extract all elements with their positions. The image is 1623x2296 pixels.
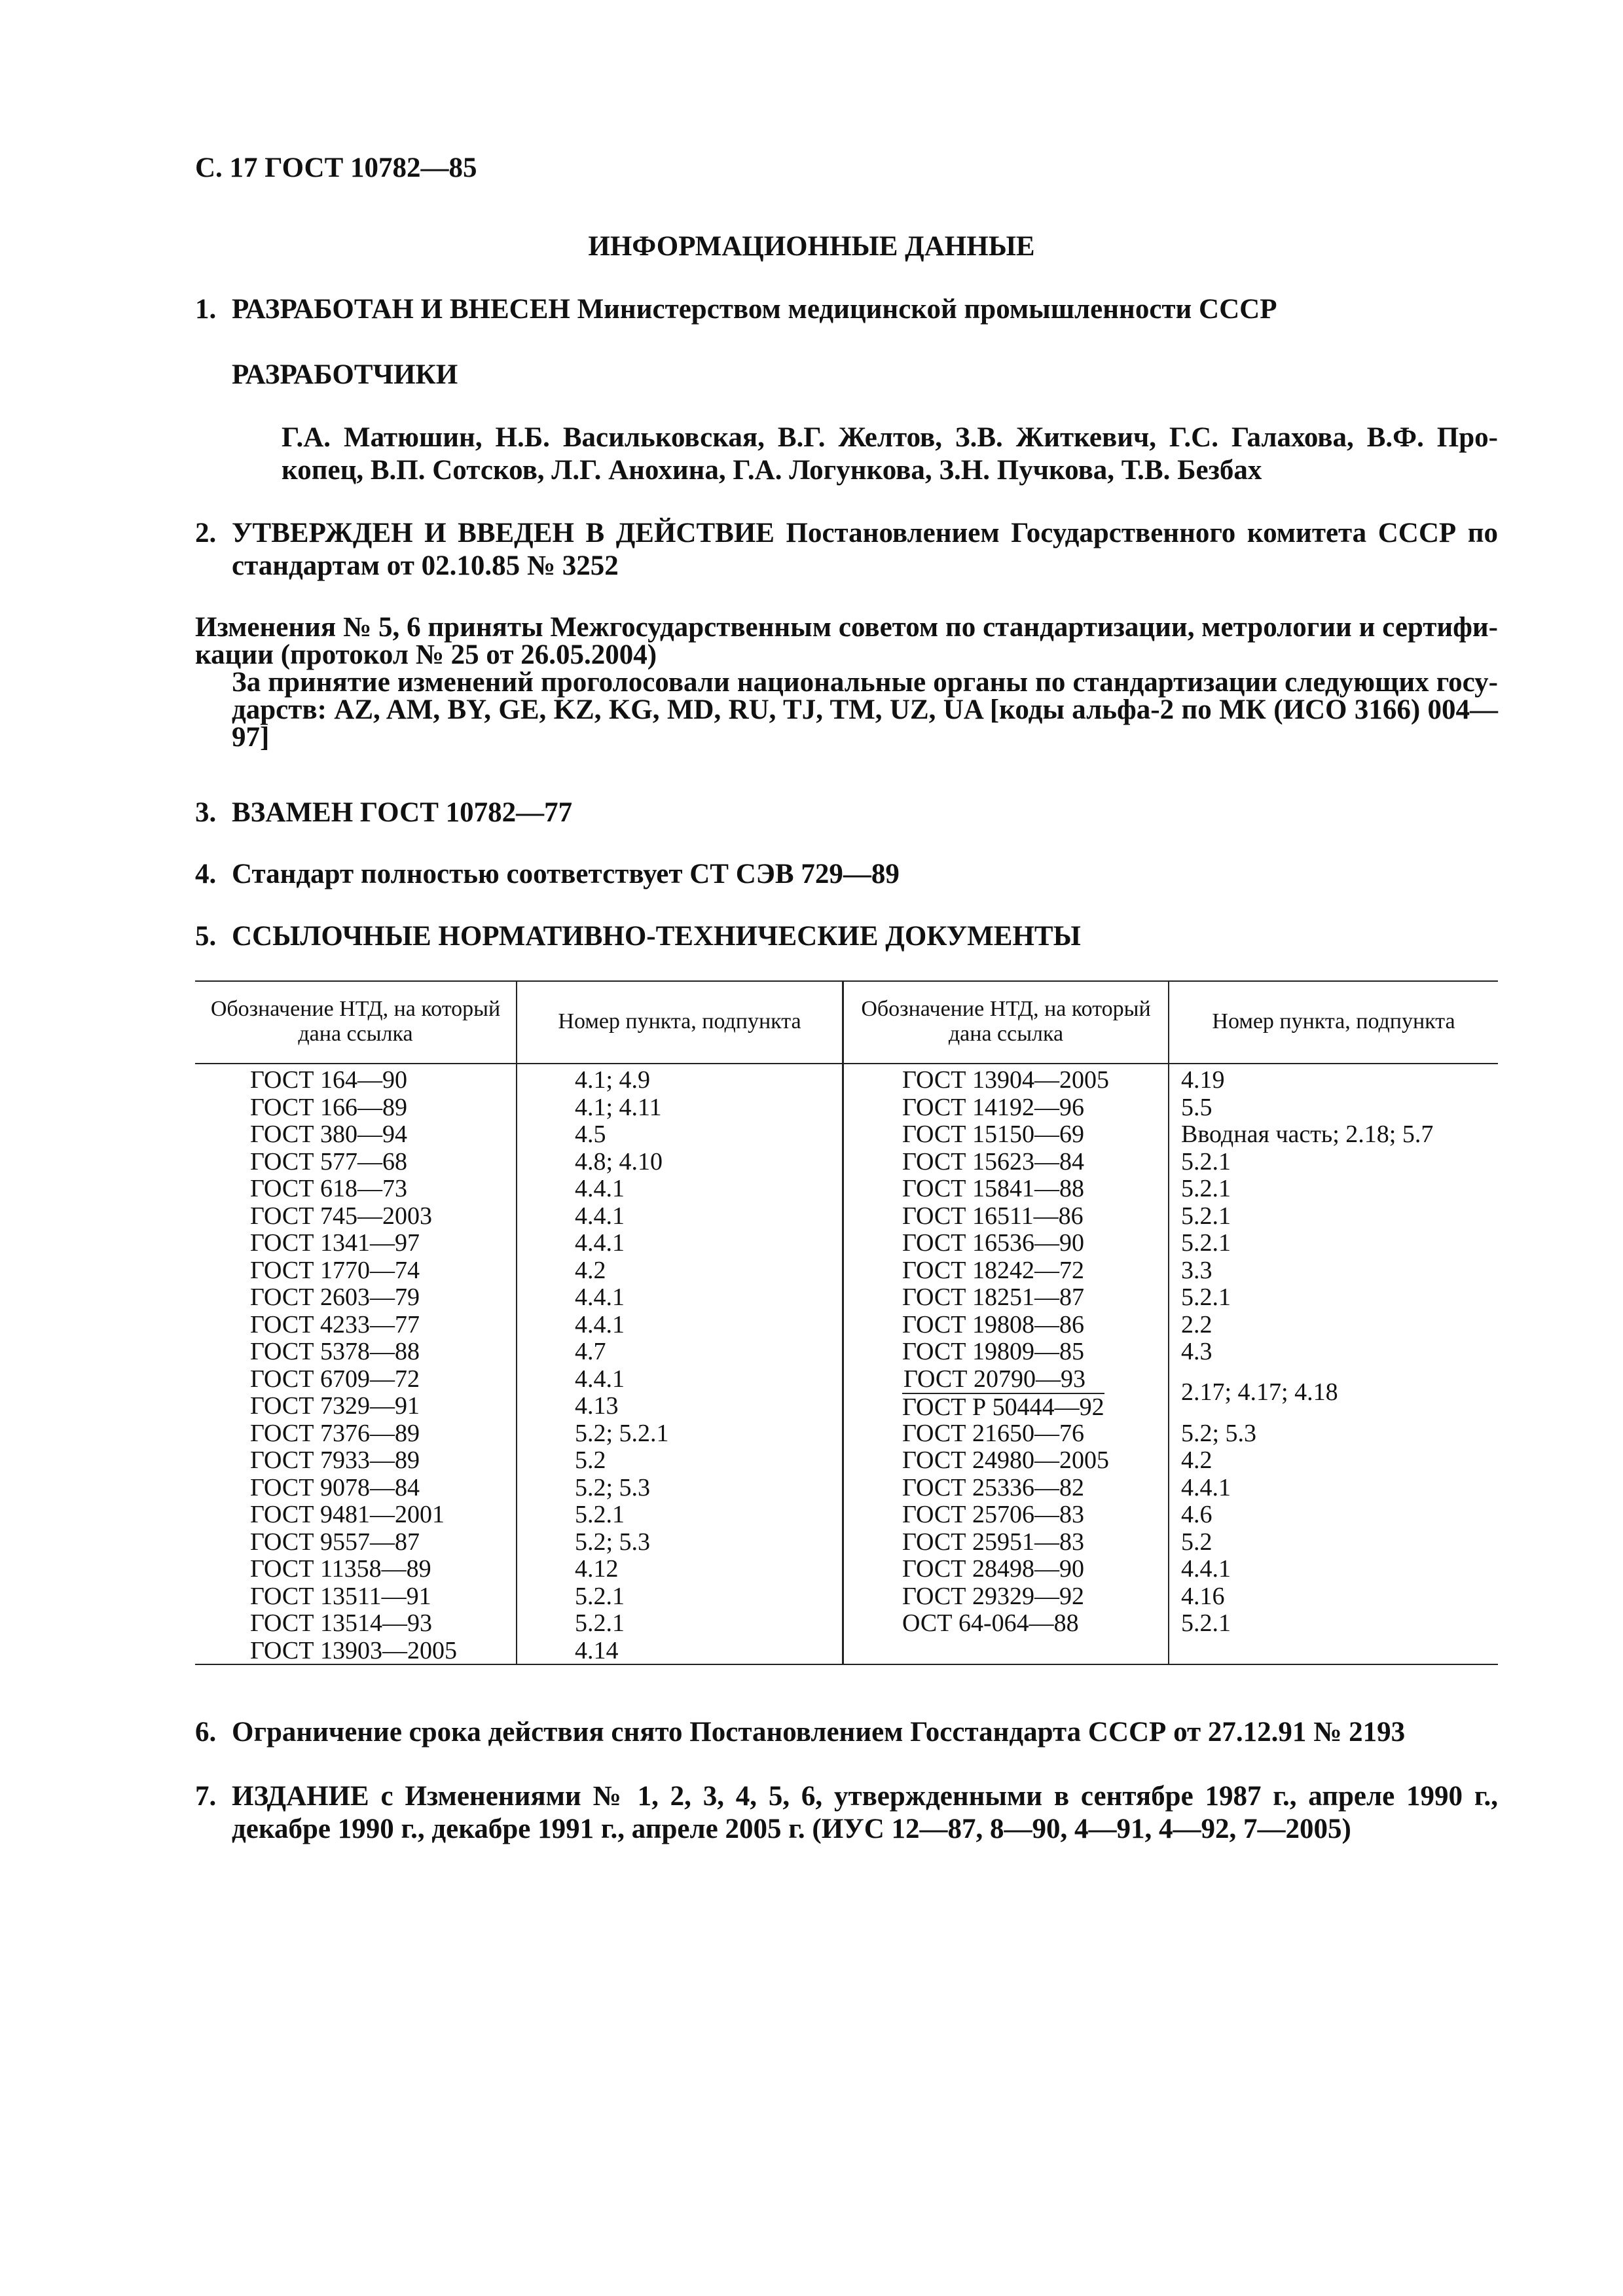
table-cell-doc: ГОСТ 25951—83 — [902, 1528, 1084, 1556]
table-cell-clause: 4.4.1 — [575, 1365, 625, 1393]
table-cell-clause: 5.5 — [1181, 1093, 1213, 1121]
changes-adopted: Изменения № 5, 6 приняты Межгосударственным советом по стандартизации, метрологии и сертифи-кации (протокол № 25 от 26.05.2004) — [195, 612, 1498, 670]
table-cell-clause: 4.19 — [1181, 1066, 1225, 1094]
page-title: ИНФОРМАЦИОННЫЕ ДАННЫЕ — [588, 231, 1035, 262]
table-cell-clause: 4.3 — [1181, 1338, 1213, 1365]
table-cell-clause: 4.4.1 — [575, 1202, 625, 1230]
doc-pair — [902, 1366, 1104, 1422]
header-doc-left: Обозначение НТД, на который дана ссылка — [210, 997, 501, 1046]
table-cell-doc: ГОСТ 15623—84 — [902, 1147, 1084, 1175]
table-cell-clause: Вводная часть; 2.18; 5.7 — [1181, 1121, 1434, 1148]
table-cell-doc: ГОСТ 11358—89 — [250, 1555, 431, 1583]
info-item-2 — [195, 517, 1498, 583]
item-text: УТВЕРЖДЕН И ВВЕДЕН В ДЕЙСТВИЕ Постановлением Государственного комитета СССР по стандартам от 02.10.85 № 3252 — [232, 518, 1498, 581]
table-cell-clause: 4.4.1 — [575, 1175, 625, 1202]
table-center-divider — [842, 980, 844, 1665]
item-number: 5. — [195, 921, 217, 952]
table-cell-clause: 4.4.1 — [575, 1283, 625, 1311]
table-cell-doc: ГОСТ 18251—87 — [902, 1283, 1084, 1311]
doc-pair-bottom: ГОСТ Р 50444—92 — [902, 1393, 1104, 1421]
table-cell-clause: 4.7 — [575, 1338, 606, 1365]
table-cell-clause: 3.3 — [1181, 1256, 1213, 1284]
table-cell-doc: ГОСТ 9557—87 — [250, 1528, 420, 1556]
item-number: 3. — [195, 797, 217, 828]
table-cell-clause: 5.2; 5.3 — [575, 1528, 651, 1556]
table-cell-clause: 4.12 — [575, 1555, 619, 1583]
table-cell-doc: ГОСТ 1341—97 — [250, 1229, 420, 1257]
table-cell-doc: ГОСТ 2603—79 — [250, 1283, 420, 1311]
table-cell-doc: ГОСТ 7376—89 — [250, 1419, 420, 1447]
table-cell-clause: 4.4.1 — [1181, 1473, 1231, 1501]
changes-voting: За принятие изменений проголосовали национальные органы по стандартизации следующих госу-дарств: AZ, AM, BY, GE, KZ, KG, MD, RU, TJ, TM, UZ, UA [коды альфа-2 по МК (ИСО 3166) 004—97] — [232, 667, 1498, 753]
table-cell-clause: 5.2.1 — [1181, 1202, 1231, 1230]
page-header: С. 17 ГОСТ 10782—85 — [195, 152, 477, 183]
table-cell-doc: ГОСТ 7329—91 — [250, 1392, 420, 1420]
table-cell-doc: ГОСТ 25706—83 — [902, 1501, 1084, 1528]
table-cell-clause: 4.1; 4.11 — [575, 1093, 662, 1121]
reference-documents-table — [195, 980, 1498, 1665]
table-cell-clause: 4.14 — [575, 1636, 619, 1664]
table-cell-clause: 5.2; 5.3 — [1181, 1419, 1257, 1447]
table-cell-doc: ГОСТ 380—94 — [250, 1121, 407, 1148]
table-cell-doc: ГОСТ 166—89 — [250, 1093, 407, 1121]
table-cell-clause: 4.2 — [1181, 1446, 1213, 1474]
table-column-divider — [516, 980, 517, 1665]
table-cell-doc: ГОСТ 1770—74 — [250, 1256, 420, 1284]
table-cell-clause: 4.16 — [1181, 1582, 1225, 1610]
table-cell-doc: ГОСТ 19809—85 — [902, 1338, 1084, 1365]
table-cell-doc: ГОСТ 164—90 — [250, 1066, 407, 1094]
table-cell-clause-pair: 2.17; 4.17; 4.18 — [1181, 1378, 1338, 1407]
right-doc-column — [902, 1067, 1109, 1638]
info-item-5 — [195, 920, 1498, 953]
table-cell-doc: ГОСТ 13904—2005 — [902, 1066, 1109, 1094]
table-cell-doc: ГОСТ 16536—90 — [902, 1229, 1084, 1257]
table-cell-doc: ГОСТ 21650—76 — [902, 1419, 1084, 1447]
table-header-border — [195, 1063, 1498, 1064]
item-number: 1. — [195, 294, 217, 325]
table-cell-doc: ГОСТ 13511—91 — [250, 1582, 431, 1610]
left-clause-column — [575, 1067, 669, 1664]
table-cell-doc: ГОСТ 5378—88 — [250, 1338, 420, 1365]
item-text: РАЗРАБОТАН И ВНЕСЕН Министерством медицинской промышленности СССР — [232, 294, 1277, 325]
table-cell-clause: 5.2.1 — [1181, 1609, 1231, 1637]
table-cell-doc: ГОСТ 9078—84 — [250, 1473, 420, 1501]
table-cell-doc: ГОСТ 7933—89 — [250, 1446, 420, 1474]
table-cell-doc: ГОСТ 29329—92 — [902, 1582, 1084, 1610]
table-cell-clause: 5.2; 5.3 — [575, 1473, 651, 1501]
info-item-1 — [195, 293, 1498, 326]
table-cell-clause: 5.2.1 — [1181, 1229, 1231, 1257]
table-cell-clause: 4.5 — [575, 1121, 606, 1148]
table-cell-clause: 5.2; 5.2.1 — [575, 1419, 669, 1447]
changes-note — [195, 614, 1498, 751]
table-cell-doc: ГОСТ 6709—72 — [250, 1365, 420, 1393]
table-cell-clause: 5.2.1 — [1181, 1175, 1231, 1202]
table-cell-clause: 4.13 — [575, 1392, 619, 1420]
table-cell-clause: 4.1; 4.9 — [575, 1066, 651, 1094]
table-column-divider — [1168, 980, 1169, 1665]
table-cell-doc: ГОСТ 745—2003 — [250, 1202, 432, 1230]
table-cell-clause: 4.6 — [1181, 1501, 1213, 1528]
item-number: 6. — [195, 1717, 217, 1748]
table-cell-clause: 5.2.1 — [575, 1501, 625, 1528]
table-cell-clause: 4.4.1 — [1181, 1555, 1231, 1583]
table-cell-doc: ГОСТ 4233—77 — [250, 1310, 420, 1338]
header-doc-right: Обозначение НТД, на который дана ссылка — [861, 997, 1151, 1046]
header-clause-left: Номер пункта, подпункта — [558, 1009, 801, 1033]
table-cell-doc: ГОСТ 15150—69 — [902, 1121, 1084, 1148]
left-doc-column — [250, 1067, 457, 1664]
info-item-7 — [195, 1780, 1498, 1846]
table-cell-clause: 5.2.1 — [575, 1609, 625, 1637]
table-cell-doc: ГОСТ 18242—72 — [902, 1256, 1084, 1284]
table-cell-clause: 4.8; 4.10 — [575, 1147, 663, 1175]
table-cell-clause: 4.4.1 — [575, 1310, 625, 1338]
table-cell-doc: ГОСТ 577—68 — [250, 1147, 407, 1175]
table-cell-clause: 5.2.1 — [1181, 1147, 1231, 1175]
developers-list: Г.А. Матюшин, Н.Б. Васильковская, В.Г. Желтов, З.В. Житкевич, Г.С. Галахова, В.Ф. Про-копец, В.П. Сотсков, Л.Г. Анохина, Г.А. Логункова, З.Н. Пучкова, Т.В. Безбах — [282, 422, 1498, 486]
item-text: Ограничение срока действия снято Постановлением Госстандарта СССР от 27.12.91 № 2193 — [232, 1717, 1406, 1748]
table-cell-doc: ГОСТ 19808—86 — [902, 1310, 1084, 1338]
table-cell-doc: ГОСТ 24980—2005 — [902, 1446, 1109, 1474]
info-item-6 — [195, 1716, 1498, 1749]
table-cell-clause: 5.2 — [1181, 1528, 1213, 1556]
doc-pair-top: ГОСТ 20790—93 — [902, 1366, 1104, 1395]
table-cell-doc: ОСТ 64-064—88 — [902, 1609, 1079, 1637]
table-cell-clause: 5.2.1 — [1181, 1283, 1231, 1311]
table-cell-clause: 4.4.1 — [575, 1229, 625, 1257]
table-cell-doc-pair — [902, 1366, 1109, 1420]
item-text: ССЫЛОЧНЫЕ НОРМАТИВНО-ТЕХНИЧЕСКИЕ ДОКУМЕНТЫ — [232, 921, 1081, 952]
item-text: ИЗДАНИЕ с Изменениями № 1, 2, 3, 4, 5, 6, утвержденными в сентябре 1987 г., апреле 1990 г., декабре 1990 г., декабре 1991 г., апреле 2005 г. (ИУС 12—87, 8—90, 4—91, 4—92, 7—2005) — [232, 1781, 1498, 1844]
table-cell-doc: ГОСТ 13514—93 — [250, 1609, 432, 1637]
info-item-3 — [195, 797, 1498, 829]
table-cell-doc: ГОСТ 13903—2005 — [250, 1636, 457, 1664]
right-clause-column — [1181, 1067, 1433, 1638]
item-text: Стандарт полностью соответствует СТ СЭВ 729—89 — [232, 859, 900, 889]
table-cell-doc: ГОСТ 16511—86 — [902, 1202, 1084, 1230]
table-cell-doc: ГОСТ 9481—2001 — [250, 1501, 445, 1528]
table-cell-doc: ГОСТ 14192—96 — [902, 1093, 1084, 1121]
item-number: 7. — [195, 1781, 217, 1812]
table-cell-clause: 4.2 — [575, 1256, 606, 1284]
item-number: 2. — [195, 518, 217, 548]
table-cell-clause: 5.2.1 — [575, 1582, 625, 1610]
item-text: ВЗАМЕН ГОСТ 10782—77 — [232, 797, 573, 828]
table-cell-doc: ГОСТ 25336—82 — [902, 1473, 1084, 1501]
table-cell-doc: ГОСТ 15841—88 — [902, 1175, 1084, 1202]
table-cell-clause: 5.2 — [575, 1446, 606, 1474]
info-item-4 — [195, 858, 1498, 891]
developers-heading: РАЗРАБОТЧИКИ — [232, 359, 458, 390]
item-number: 4. — [195, 859, 217, 889]
table-cell-doc: ГОСТ 28498—90 — [902, 1555, 1084, 1583]
header-clause-right: Номер пункта, подпункта — [1212, 1009, 1455, 1033]
table-cell-clause: 2.2 — [1181, 1310, 1213, 1338]
table-cell-doc: ГОСТ 618—73 — [250, 1175, 407, 1202]
